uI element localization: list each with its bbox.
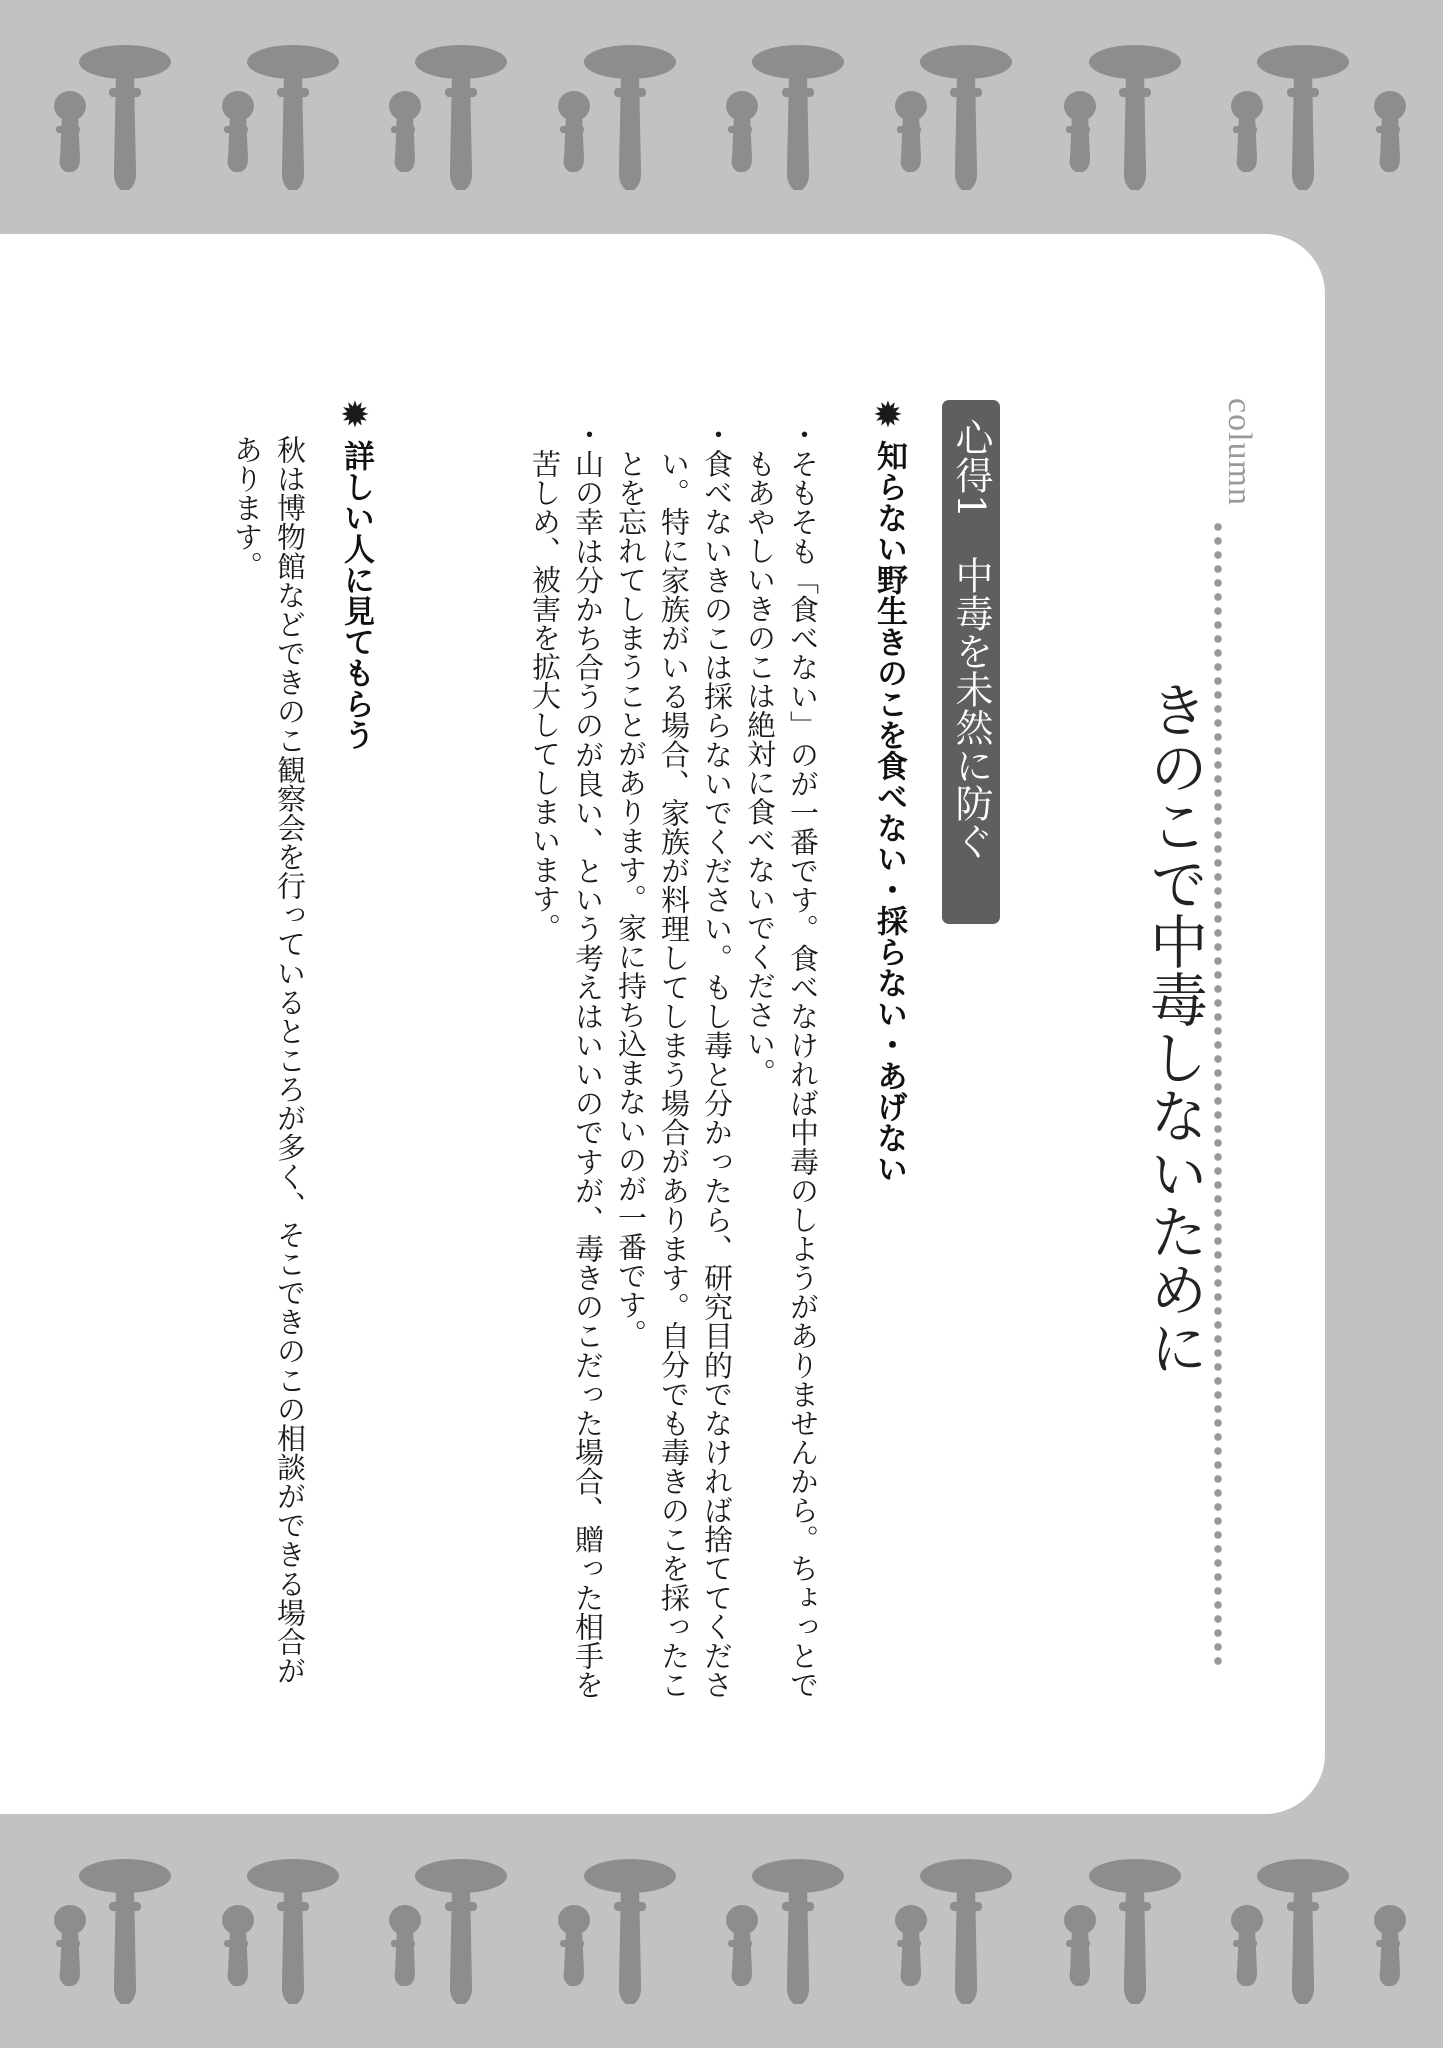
column-label: column (1221, 398, 1258, 506)
mushroom-icon (79, 1859, 171, 2004)
mushroom-icon (1374, 91, 1406, 172)
mushroom-icon (1064, 1905, 1096, 1986)
mushroom-icon (1231, 1905, 1263, 1986)
mushroom-icon (726, 1905, 758, 1986)
section-heading-1: 知らない野生きのこを食べない・採らない・あげない (871, 440, 907, 1184)
bullet-text: ・食べないきのこは採らないでください。もし毒と分かったら、研究目的でなければ捨ててください。特に家族がいる場合、家族が料理してしまう場合があります。自分でも毒きのこを採ったことを忘れてしまうことがあります。家に持ち込まないのが一番です。 (614, 420, 734, 1699)
mushroom-icon (54, 91, 86, 172)
mushroom-icon (1374, 1905, 1406, 1986)
mushroom-icon (920, 1859, 1012, 2004)
top-mushroom-border (0, 0, 1443, 234)
mushroom-icon (1064, 91, 1096, 172)
mushroom-icon (584, 1859, 676, 2004)
mushroom-icon (1257, 1859, 1349, 2004)
mushroom-icon (895, 1905, 927, 1986)
mushroom-border-icon (0, 1814, 1443, 2048)
mushroom-icon (415, 1859, 507, 2004)
mushroom-icon (247, 1859, 339, 2004)
mushroom-icon (920, 45, 1012, 190)
mushroom-icon (1231, 91, 1263, 172)
mushroom-icon (1257, 45, 1349, 190)
mushroom-icon (79, 45, 171, 190)
page-title: きのこで中毒しないために (1140, 680, 1208, 1376)
mushroom-icon (222, 91, 254, 172)
section2-text: 秋は博物館などできのこ観察会を行っているところが多く、そこできのこの相談ができる場合があります。 (230, 435, 307, 1685)
burst-star-icon: ✹ (339, 395, 371, 436)
mushroom-icon (54, 1905, 86, 1986)
mushroom-border-icon (0, 0, 1443, 234)
mushroom-icon (1089, 1859, 1181, 2004)
mushroom-icon (726, 91, 758, 172)
mushroom-icon (558, 1905, 590, 1986)
bullet-text: ・そもそも「食べない」のが一番です。食べなければ中毒のしようがありませんから。ちょっとでもあやしいきのこは絶対に食べないでください。 (743, 420, 820, 1699)
mushroom-icon (389, 91, 421, 172)
dotted-divider (1213, 520, 1223, 1668)
bullet-text: ・山の幸は分かち合うのが良い、という考えはいいのですが、毒きのこだった場合、贈った相手を苦しめ、被害を拡大してしまいます。 (528, 420, 605, 1699)
bottom-mushroom-border (0, 1814, 1443, 2048)
mushroom-icon (895, 91, 927, 172)
mushroom-icon (752, 1859, 844, 2004)
mushroom-icon (558, 91, 590, 172)
mushroom-icon (415, 45, 507, 190)
bullet-2-3 (437, 420, 738, 1699)
mushroom-icon (389, 1905, 421, 1986)
section-heading-2: 詳しい人に見てもらう (338, 440, 374, 750)
mushroom-icon (222, 1905, 254, 1986)
bullet-1 (738, 420, 824, 1699)
mushroom-icon (247, 45, 339, 190)
mushroom-icon (584, 45, 676, 190)
section-label: 心得1 中毒を未然に防ぐ (949, 418, 993, 861)
burst-star-icon: ✹ (872, 395, 904, 436)
mushroom-icon (1089, 45, 1181, 190)
mushroom-icon (752, 45, 844, 190)
